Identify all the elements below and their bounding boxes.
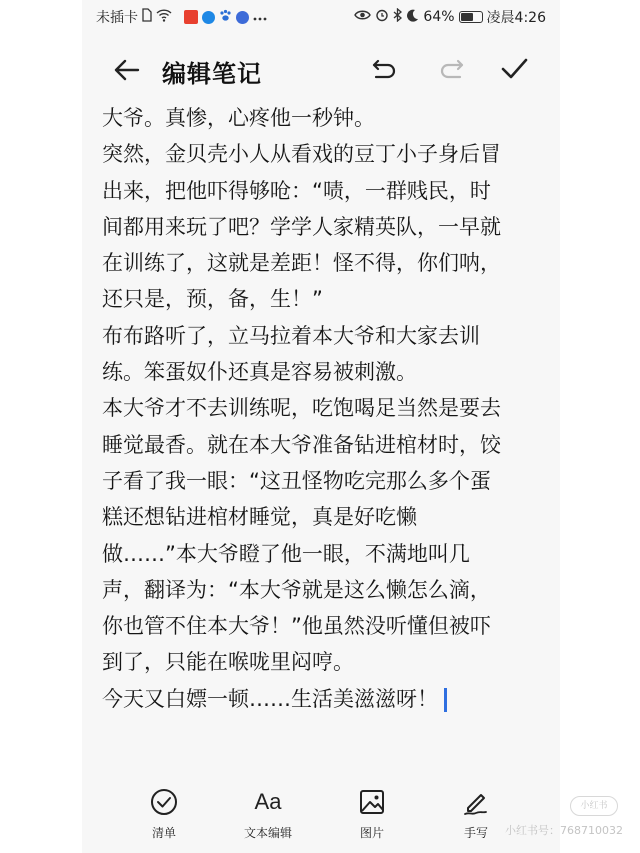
note-line: 你也管不住本大爷！”他虽然没听懂但被吓 xyxy=(102,614,491,639)
redo-button xyxy=(436,56,466,84)
battery-fill xyxy=(461,13,474,21)
status-left xyxy=(96,7,267,27)
note-line: 睡觉最香。就在本大爷准备钻进棺材时，饺 xyxy=(102,432,501,457)
note-line: 声，翻译为：“本大爷就是这么懒怎么滴， xyxy=(102,577,491,602)
status-right xyxy=(354,7,546,27)
wifi-icon xyxy=(156,9,172,26)
checklist-icon xyxy=(148,786,180,818)
confirm-button[interactable] xyxy=(498,54,530,84)
back-button[interactable] xyxy=(112,56,142,84)
note-line: 子看了我一眼：“这丑怪物吃完那么多个蛋 xyxy=(102,468,491,493)
more-icon xyxy=(253,9,267,25)
image-label: 图片 xyxy=(359,826,384,840)
watermark-logo: 小红书 xyxy=(570,796,618,816)
note-line: 间都用来玩了吧？学学人家精英队，一早就 xyxy=(102,214,501,239)
clock-time: 凌晨4:26 xyxy=(486,10,546,26)
handwrite-button[interactable] xyxy=(436,786,516,844)
phone-screen xyxy=(82,0,560,853)
note-line: 在训练了，这就是差距！怪不得，你们呐， xyxy=(102,251,501,276)
note-line: 还只是，预，备，生！” xyxy=(102,287,323,312)
pen-icon xyxy=(460,786,492,818)
title-bar xyxy=(82,44,560,96)
note-line: 布布路听了，立马拉着本大爷和大家去训 xyxy=(102,323,480,348)
note-line: 出来，把他吓得够呛：“啧，一群贱民，时 xyxy=(102,178,491,203)
text-format-label: 文本编辑 xyxy=(243,826,292,840)
checklist-button[interactable] xyxy=(124,786,204,844)
undo-icon xyxy=(370,56,400,84)
handwrite-label: 手写 xyxy=(463,826,488,840)
battery-percent: 64% xyxy=(423,9,455,25)
sim-icon xyxy=(142,8,152,26)
note-line: 做……”本大爷瞪了他一眼，不满地叫几 xyxy=(102,541,470,566)
text-cursor xyxy=(444,688,447,712)
text-format-icon: Aa xyxy=(254,789,282,814)
undo-button[interactable] xyxy=(370,56,400,84)
moon-icon xyxy=(406,9,419,26)
note-line: 本大爷才不去训练呢，吃饱喝足当然是要去 xyxy=(102,396,501,421)
battery-icon xyxy=(459,11,483,23)
bottom-toolbar xyxy=(82,786,560,846)
note-line: 练。笨蛋奴仆还真是容易被刺激。 xyxy=(102,360,417,385)
note-editor[interactable] xyxy=(102,100,542,750)
watermark-text: 小红书号：768710032 xyxy=(505,824,623,837)
alarm-icon xyxy=(375,8,389,26)
note-line: 到了，只能在喉咙里闷哼。 xyxy=(102,650,354,675)
bluetooth-icon xyxy=(393,8,402,26)
arrow-left-icon xyxy=(112,56,142,84)
check-icon xyxy=(498,54,530,84)
note-line: 糕还想钻进棺材睡觉，真是好吃懒 xyxy=(102,505,417,530)
app-notification-icon xyxy=(184,10,198,24)
checklist-label: 清单 xyxy=(151,826,176,840)
image-icon xyxy=(356,786,388,818)
note-line: 突然，金贝壳小人从看戏的豆丁小子身后冒 xyxy=(102,142,501,167)
page-title: 编辑笔记 xyxy=(162,60,262,88)
note-line-last xyxy=(102,681,542,717)
note-line: 大爷。真惨，心疼他一秒钟。 xyxy=(102,106,375,130)
status-bar xyxy=(82,0,560,34)
image-button[interactable] xyxy=(332,786,412,844)
app-notification-icon xyxy=(236,11,249,24)
paw-icon xyxy=(219,9,232,26)
redo-icon xyxy=(436,56,466,84)
note-line-text: 今天又白嫖一顿……生活美滋滋呀！ xyxy=(102,686,438,711)
app-notification-icon xyxy=(202,11,215,24)
text-format-button[interactable] xyxy=(228,786,308,844)
carrier-text: 未插卡 xyxy=(96,10,138,26)
eye-icon xyxy=(354,9,371,25)
